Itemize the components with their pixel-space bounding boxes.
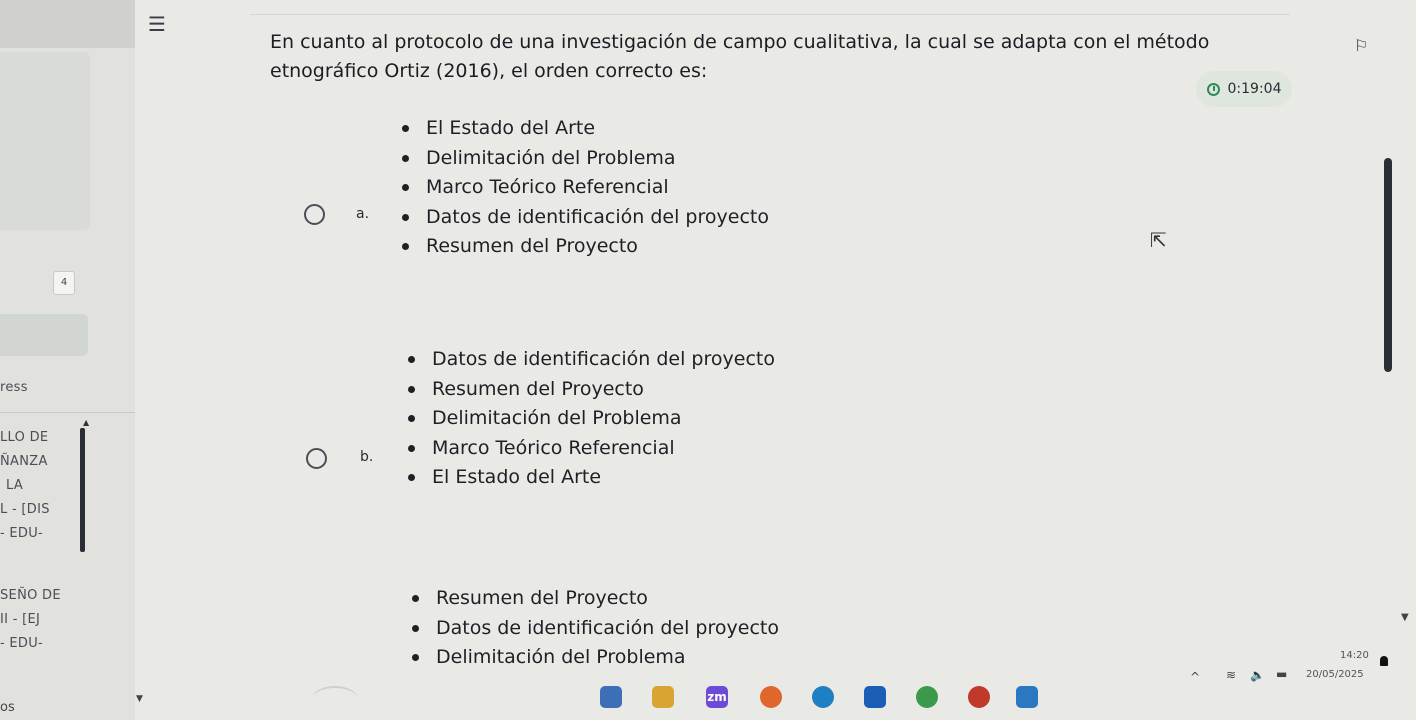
flag-icon[interactable]: ⚐	[1354, 36, 1369, 55]
game-icon[interactable]	[968, 686, 990, 708]
taskbar-search-text[interactable]: os	[0, 700, 15, 715]
list-item: Resumen del Proyecto	[408, 375, 775, 405]
edge-icon[interactable]	[812, 686, 834, 708]
folder-icon[interactable]	[652, 686, 674, 708]
menu-icon[interactable]: ☰	[148, 12, 166, 36]
sidebar-text-fragment[interactable]: ÑANZA	[0, 454, 48, 469]
sidebar-scrollbar[interactable]	[80, 428, 85, 552]
question-number-button[interactable]: 4	[53, 271, 75, 295]
option-b-letter: b.	[360, 449, 374, 465]
sidebar-text-fragment[interactable]: LLO DE	[0, 430, 49, 445]
mouse-cursor-icon: ⇱	[1150, 228, 1167, 252]
list-item: El Estado del Arte	[408, 463, 775, 493]
question-text: En cuanto al protocolo de una investigación de campo cualitativa, la cual se adapta con el método etnográfico Ortiz (2016), el orden correcto es:	[270, 31, 1210, 82]
clock-icon	[1207, 83, 1220, 96]
list-item: Datos de identificación del proyecto	[408, 345, 775, 375]
chrome-icon[interactable]	[916, 686, 938, 708]
list-item: Resumen del Proyecto	[402, 232, 769, 262]
store-icon[interactable]	[1016, 686, 1038, 708]
option-a-list[interactable]	[402, 114, 769, 262]
wifi-icon[interactable]: ≋	[1226, 668, 1237, 682]
battery-icon[interactable]: ▬	[1276, 667, 1288, 681]
sidebar-text-fragment[interactable]: - EDU-	[0, 636, 44, 651]
option-b-radio[interactable]	[306, 448, 327, 469]
notification-bell-icon[interactable]	[1380, 656, 1388, 666]
option-a-letter: a.	[356, 206, 370, 222]
timer-badge	[1196, 71, 1292, 107]
sidebar-block	[0, 314, 88, 356]
list-item: Datos de identificación del proyecto	[412, 614, 779, 644]
taskbar-time[interactable]: 14:20	[1340, 650, 1369, 661]
list-item: Marco Teórico Referencial	[408, 434, 775, 464]
caret-up-icon: ▲	[83, 418, 90, 427]
list-item: El Estado del Arte	[402, 114, 769, 144]
volume-icon[interactable]: 🔈	[1250, 668, 1265, 682]
sidebar-panel	[0, 52, 90, 230]
caret-down-icon: ▼	[136, 694, 143, 704]
sidebar-text-fragment[interactable]: II - [EJ	[0, 612, 41, 627]
taskbar-date[interactable]: 20/05/2025	[1306, 669, 1364, 680]
option-b-list[interactable]	[408, 345, 775, 493]
sidebar-text-fragment[interactable]: LA	[6, 478, 24, 493]
sidebar-text-fragment[interactable]: - EDU-	[0, 526, 44, 541]
zoom-icon[interactable]: zm	[706, 686, 728, 708]
sidebar-text-fragment[interactable]: ress	[0, 380, 28, 395]
main-scrollbar[interactable]	[1384, 158, 1392, 372]
list-item: Delimitación del Problema	[402, 144, 769, 174]
caret-down-icon: ▼	[1401, 612, 1409, 623]
list-item: Resumen del Proyecto	[412, 584, 779, 614]
file-explorer-icon[interactable]	[600, 686, 622, 708]
firefox-icon[interactable]	[760, 686, 782, 708]
sidebar-header	[0, 0, 135, 48]
chevron-up-icon[interactable]: ^	[1190, 670, 1201, 684]
sidebar-text-fragment[interactable]: L - [DIS	[0, 502, 50, 517]
option-a-radio[interactable]	[304, 204, 325, 225]
top-divider	[250, 14, 1290, 15]
timer-value: 0:19:04	[1227, 81, 1282, 97]
list-item: Marco Teórico Referencial	[402, 173, 769, 203]
sidebar-divider	[0, 412, 135, 413]
list-item: Delimitación del Problema	[408, 404, 775, 434]
taskbar-search-arc	[312, 686, 358, 712]
sidebar-text-fragment[interactable]: SEÑO DE	[0, 588, 61, 603]
list-item: Datos de identificación del proyecto	[402, 203, 769, 233]
vpn-icon[interactable]	[864, 686, 886, 708]
list-item: Delimitación del Problema	[412, 643, 779, 673]
option-c-list[interactable]	[412, 584, 779, 673]
